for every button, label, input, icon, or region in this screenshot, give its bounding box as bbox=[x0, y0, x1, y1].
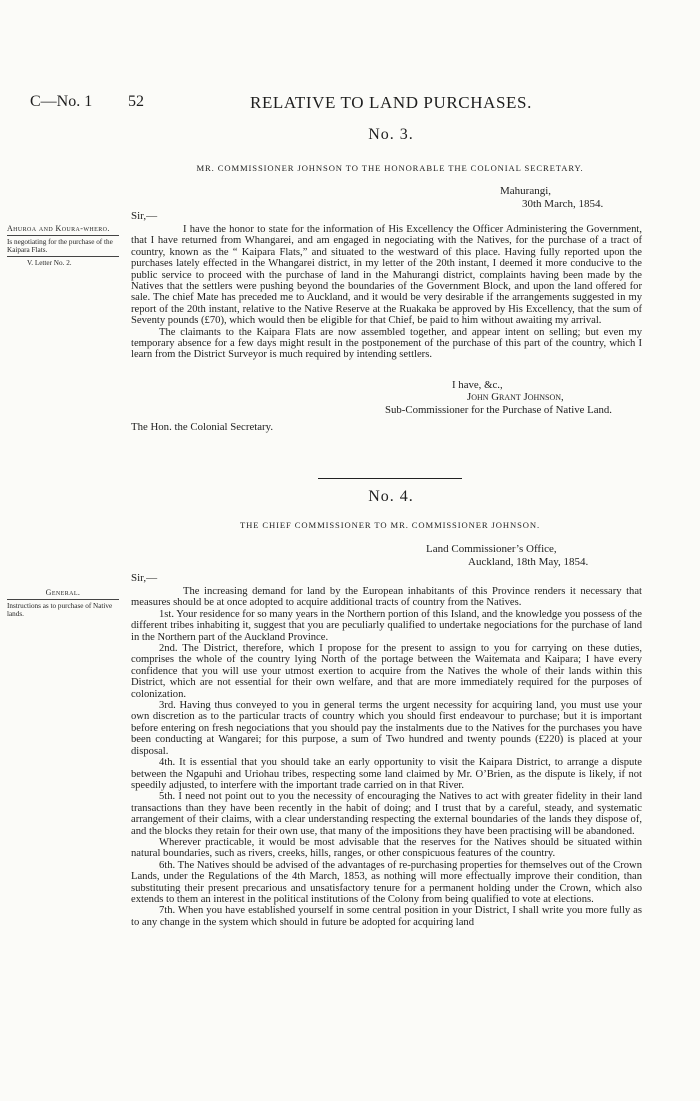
letter-3-date: 30th March, 1854. bbox=[522, 198, 604, 210]
letter-3-signer-title: Sub-Commissioner for the Purchase of Native Land. bbox=[385, 404, 612, 416]
document-reference: C—No. 1 bbox=[30, 93, 93, 110]
letter-3-marginal-note bbox=[7, 225, 119, 267]
marginal-note-text: Instructions as to purchase of Native lands. bbox=[7, 601, 113, 619]
letter-4-number: No. 4. bbox=[368, 488, 414, 505]
letter-4-body bbox=[131, 586, 642, 928]
paragraph: 4th. It is essential that you should take an early opportunity to visit the Kaipara District, to arrange a dispute between the Ngapuhi and Uriohau tribes, respecting some land claimed by Mr. O’Brien, as the dispute is likely, if not speedily adjusted, to interfere with the important trade carried on in that River. bbox=[131, 757, 642, 791]
paragraph: 7th. When you have established yourself in some central position in your District, I shall write you more fully as to any change in the system which should in future be adopted for acquiring land bbox=[131, 905, 642, 928]
marginal-rule bbox=[7, 599, 119, 600]
letter-3-number: No. 3. bbox=[368, 126, 414, 143]
page-number: 52 bbox=[128, 93, 144, 110]
letter-4-date: Auckland, 18th May, 1854. bbox=[468, 556, 589, 568]
page-header bbox=[0, 93, 700, 117]
marginal-title: General. bbox=[45, 588, 81, 597]
paragraph: 2nd. The District, therefore, which I propose for the present to assign to you for carrying on these duties, comprises the whole of the country lying North of the portage between the Waitemata and Kaipara; I have every confidence that you will use your utmost exertion to acquire from the Natives the whole of their lands within this District, which are not essential for their own welfare, and that are more immediately required for the purposes of colonization. bbox=[131, 643, 642, 700]
marginal-reference: V. Letter No. 2. bbox=[27, 258, 72, 267]
paragraph: 6th. The Natives should be advised of the advantages of re-purchasing properties for themselves out of the Crown Lands, under the Regulations of the 4th March, 1853, as nothing will more effectually improve their condition, than substituting their present precarious and unsatisfactory tenure for a permanent holding under the Crown, which also extends to them an interest in the political institutions of the Colony from being qualified to vote at elections. bbox=[131, 859, 642, 905]
letter-3-closing: I have, &c., bbox=[452, 379, 503, 391]
marginal-title: Ahuroa and Koura-whero. bbox=[7, 224, 110, 233]
letter-4-place: Land Commissioner’s Office, bbox=[426, 543, 557, 555]
marginal-note-text: Is negotiating for the purchase of the Kaipara Flats. bbox=[7, 237, 113, 255]
paragraph: Wherever practicable, it would be most advisable that the reserves for the Natives should be situated within natural boundaries, such as rivers, creeks, hills, ranges, or other conspicuous features of the country. bbox=[131, 836, 642, 860]
paragraph: 5th. I need not point out to you the necessity of encouraging the Natives to act with greater fidelity in their land transactions than they have been recently in the habit of doing; and I trust that by a careful, steady, and systematic arrangement of their claims, with a clear understanding respecting the external boundaries of the lands they dispose of, and the blocks they retain for their own use, that many of the impositions they have been practising will be abandoned. bbox=[131, 791, 642, 837]
letter-3-body bbox=[131, 224, 642, 361]
paragraph: The increasing demand for land by the European inhabitants of this Province renders it necessary that measures should be at once adopted to acquire additional tracts of country from the Natives. bbox=[131, 586, 642, 609]
letter-3-addressee: The Hon. the Colonial Secretary. bbox=[131, 421, 274, 433]
paragraph: I have the honor to state for the information of His Excellency the Officer Administering the Government, that I have returned from Whangarei, and am engaged in negociating with the Natives, for the purchase of a tract of country, known as the “ Kaipara Flats,” and situated to the westward of this place. Having fully reported upon the purchases lately effected in the Whangarei district, in my letter of the 20th instant, I deemed it more conducive to the public service to proceed with the purchase of land in the Mahurangi district, complaints having been made by the Natives that the settlers were pushing beyond the boundaries of the Government Block, and upon the land offered for sale. The chief Mate has preceded me to Auckland, and it would be very desirable if the arrangements suggested in my report of the 20th instant, relative to the Native Reserve at the Ruakaka be approved by His Excellency, that the sum of Seventy pounds (£70), which would then be eligible for that Chief, be paid to him without awaiting my arrival. bbox=[131, 224, 642, 327]
letter-3-caption: MR. COMMISSIONER JOHNSON TO THE HONORABLE THE COLONIAL SECRETARY. bbox=[196, 163, 584, 173]
letter-3-salutation: Sir,— bbox=[131, 210, 158, 222]
paragraph: The claimants to the Kaipara Flats are now assembled together, and appear intent on selling; but even my temporary absence for a few days might result in the postponement of the purchase of this part of the country, which I learn from the District Surveyor is much required by intending settlers. bbox=[131, 326, 642, 361]
letter-4-salutation: Sir,— bbox=[131, 572, 158, 584]
paragraph: 3rd. Having thus conveyed to you in general terms the urgent necessity for acquiring land, you must use your own discretion as to the particular tracts of country which you should first endeavour to purchase; but it is important before entering on fresh negociations that you should pay the instalments due to the Natives for the purchases you have been conducting at Wangarei; for this purpose, a sum of Two hundred and twenty pounds (£220) is placed at your disposal. bbox=[131, 700, 642, 757]
marginal-rule bbox=[7, 256, 119, 257]
paragraph: 1st. Your residence for so many years in the Northern portion of this Island, and the knowledge you possess of the different tribes inhabiting it, suggest that you are peculiarly qualified to undertake negociations for the purchase of land in the Northern part of the Auckland Province. bbox=[131, 608, 642, 643]
marginal-rule bbox=[7, 235, 119, 236]
page-title: RELATIVE TO LAND PURCHASES. bbox=[250, 93, 532, 112]
letter-4-marginal-note bbox=[7, 589, 119, 619]
letter-4-caption: THE CHIEF COMMISSIONER TO MR. COMMISSIONER JOHNSON. bbox=[239, 520, 541, 530]
letter-3-place: Mahurangi, bbox=[500, 185, 552, 197]
section-divider bbox=[318, 478, 462, 479]
letter-3-signer: John Grant Johnson, bbox=[467, 391, 564, 403]
